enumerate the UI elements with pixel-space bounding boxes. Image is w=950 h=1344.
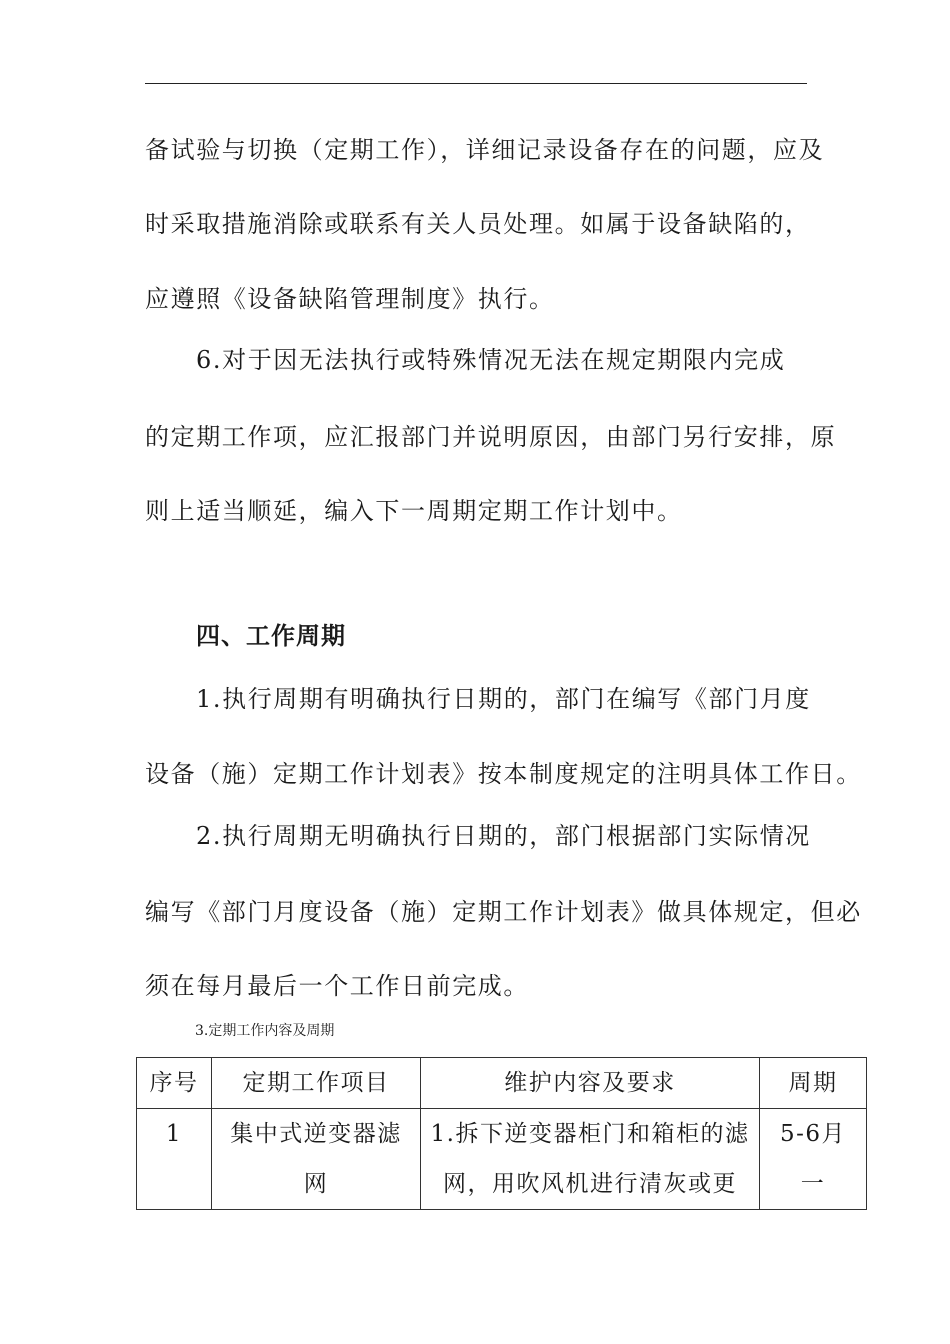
- paragraph-line: 时采取措施消除或联系有关人员处理。如属于设备缺陷的，: [145, 210, 811, 238]
- table-row: [137, 1109, 867, 1210]
- cell-content: 1.拆下逆变器柜门和箱柜的滤网，用吹风机进行清灰或更: [421, 1109, 760, 1210]
- section4-item2-line: 须在每月最后一个工作日前完成。: [145, 972, 529, 1000]
- item6-line: 6.对于因无法执行或特殊情况无法在规定期限内完成: [196, 346, 786, 374]
- table-header-row: [137, 1058, 867, 1109]
- section-heading: 四、工作周期: [196, 622, 346, 650]
- section4-item2-line: 2.执行周期无明确执行日期的，部门根据部门实际情况: [196, 822, 811, 850]
- section4-item1-line: 设备（施）定期工作计划表》按本制度规定的注明具体工作日。: [145, 760, 862, 788]
- section4-item2-line: 编写《部门月度设备（施）定期工作计划表》做具体规定，但必: [145, 898, 862, 926]
- cell-no: 1: [137, 1109, 212, 1210]
- paragraph-line: 应遵照《设备缺陷管理制度》执行。: [145, 285, 555, 313]
- header-content: 维护内容及要求: [421, 1058, 760, 1109]
- item6-line: 的定期工作项，应汇报部门并说明原因，由部门另行安排，原: [145, 423, 837, 451]
- table-caption: 3.定期工作内容及周期: [195, 1023, 335, 1039]
- cell-period: 5-6月一: [760, 1109, 867, 1210]
- header-item: 定期工作项目: [212, 1058, 421, 1109]
- header-no: 序号: [137, 1058, 212, 1109]
- header-period: 周期: [760, 1058, 867, 1109]
- section4-item1-line: 1.执行周期有明确执行日期的，部门在编写《部门月度: [196, 685, 811, 713]
- header-rule: [145, 83, 807, 84]
- cell-item: 集中式逆变器滤网: [212, 1109, 421, 1210]
- periodic-work-table: [136, 1057, 867, 1210]
- item6-line: 则上适当顺延，编入下一周期定期工作计划中。: [145, 497, 683, 525]
- paragraph-line: 备试验与切换（定期工作），详细记录设备存在的问题，应及: [145, 136, 825, 164]
